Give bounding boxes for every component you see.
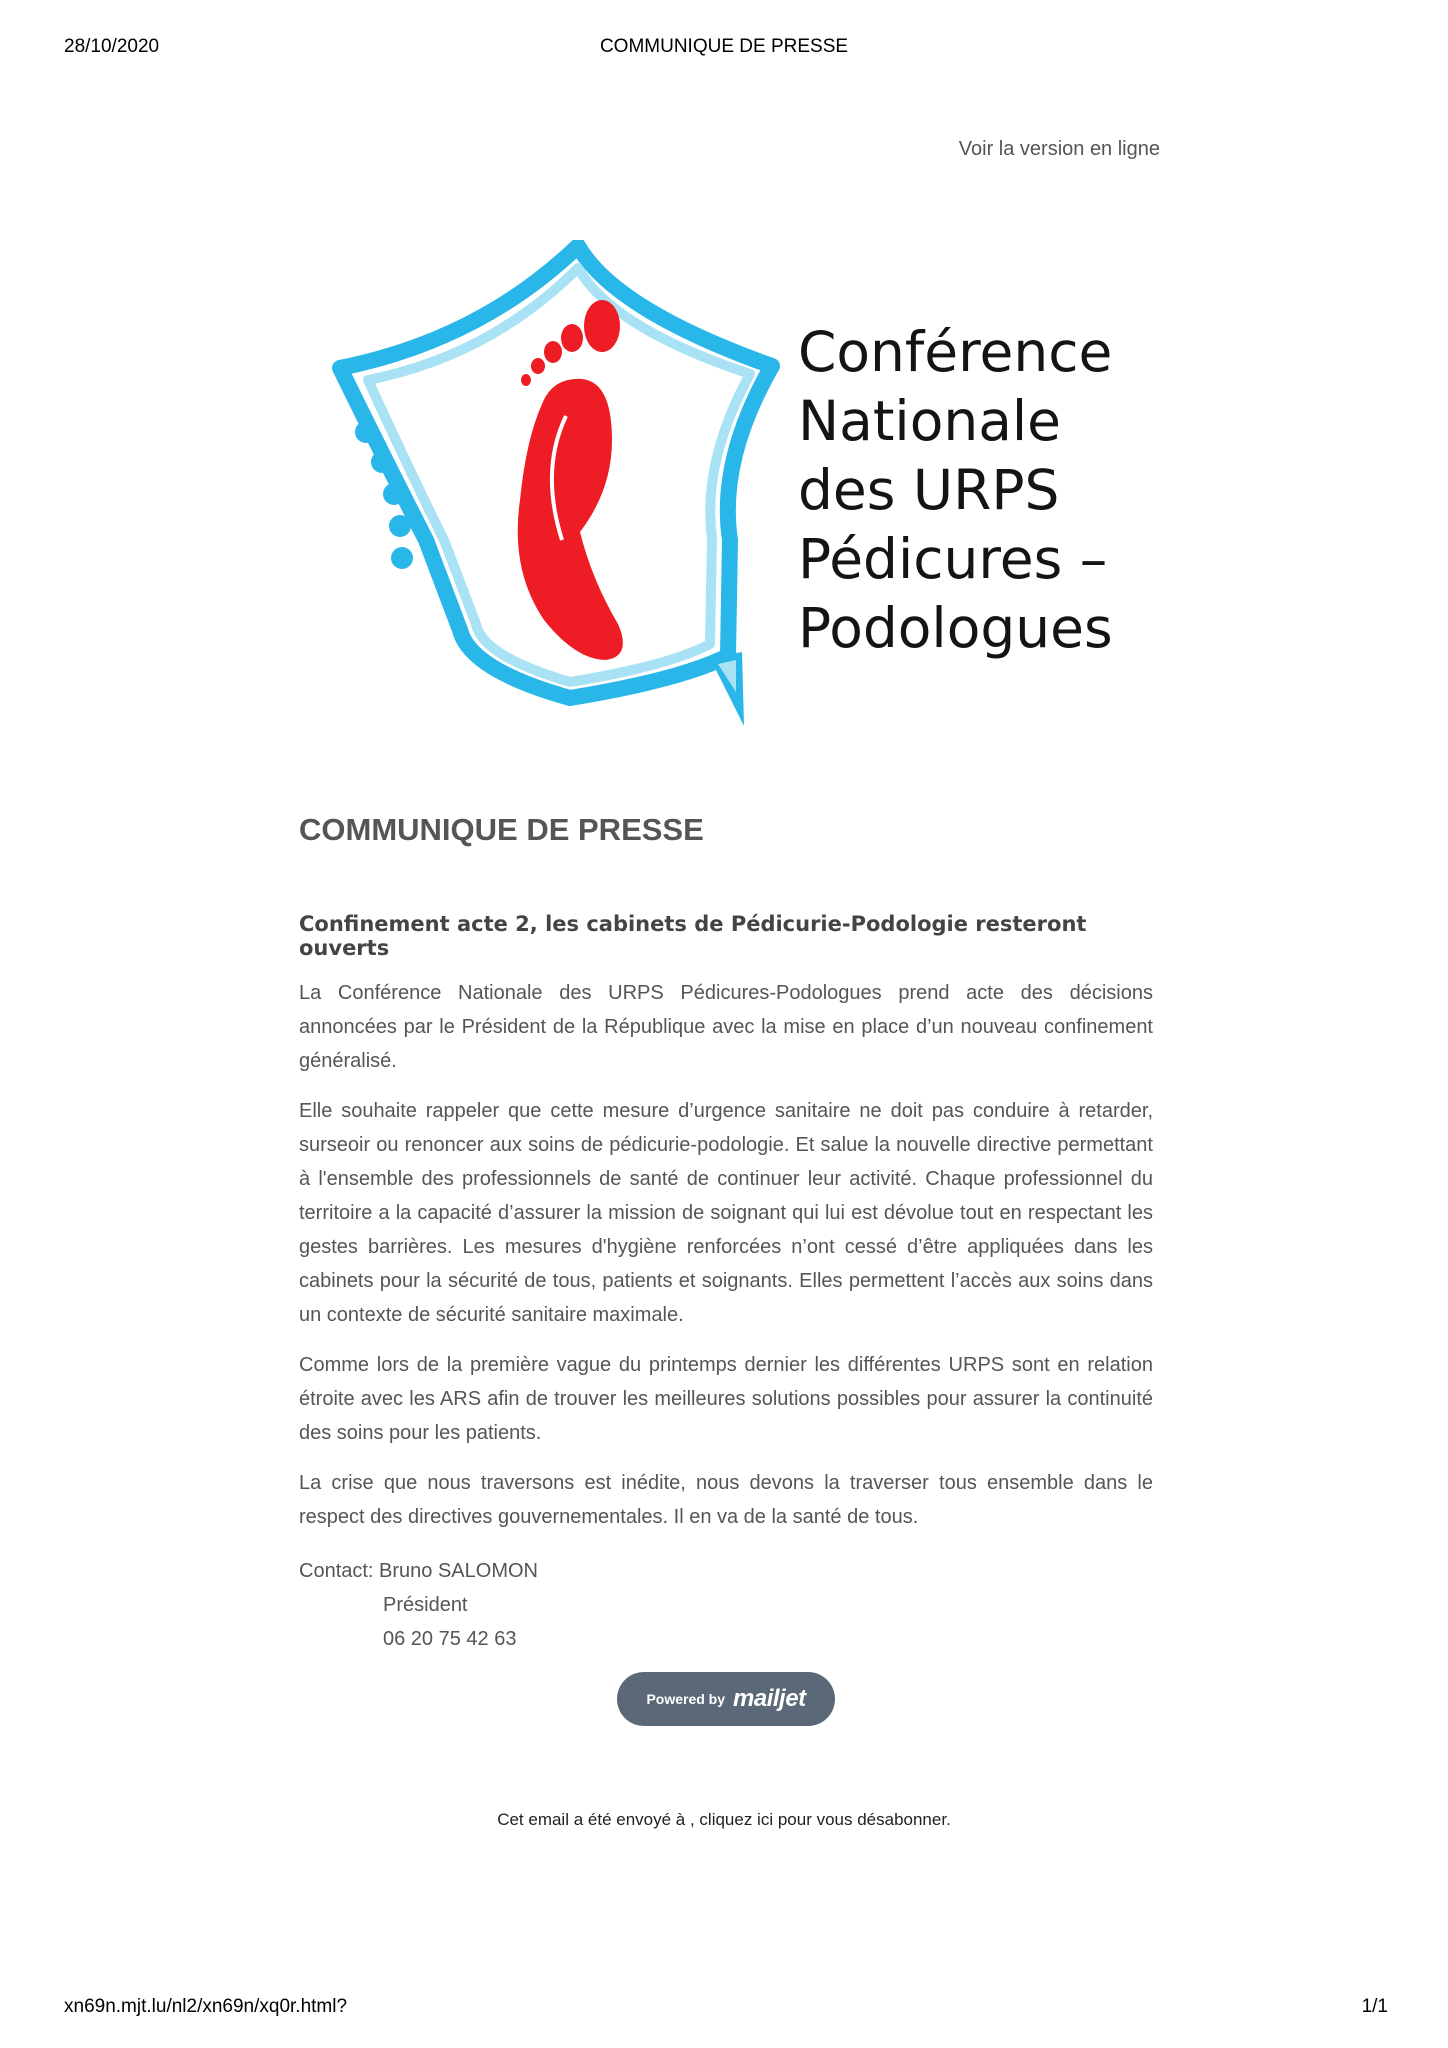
print-date: 28/10/2020 <box>64 36 160 57</box>
paragraph: Comme lors de la première vague du printemps dernier les différentes URPS sont en relation étroite avec les ARS afin de trouver les meilleures solutions possibles pour assurer la continuité des soins pour les patients. <box>299 1354 1153 1444</box>
logo-line: Nationale <box>798 389 1062 453</box>
print-title: COMMUNIQUE DE PRESSE <box>599 36 849 57</box>
paragraph: Elle souhaite rappeler que cette mesure d’urgence sanitaire ne doit pas conduire à retarder, surseoir ou renoncer aux soins de pédicurie-podologie. Et salue la nouvelle directive permettant à l'ensemble des professionnels de santé de continuer leur activité. Chaque professionnel du territoire a la capacité d’assurer la mission de soignant qui lui est dévolue tout en respectant les gestes barrières. Les mesures d'hygiène renforcées n’ont cessé d’être appliquées dans les cabinets pour la sécurité de tous, patients et soignants. Elles permettent l’accès aux soins dans un contexte de sécurité sanitaire maximale. <box>299 1100 1153 1326</box>
print-url: xn69n.mjt.lu/nl2/xn69n/xq0r.html? <box>64 1996 348 2017</box>
subheading: Confinement acte 2, les cabinets de Pédicurie-Podologie resteront ouverts <box>299 912 1087 960</box>
page-title: COMMUNIQUE DE PRESSE <box>299 812 704 847</box>
powered-by-mailjet-badge[interactable] <box>617 1672 835 1726</box>
badge-prefix: Powered by <box>646 1691 726 1707</box>
contact-name: Contact: Bruno SALOMON <box>299 1560 538 1582</box>
mailjet-logo-icon: mailjet <box>733 1685 806 1712</box>
unsubscribe-text[interactable]: Cet email a été envoyé à , cliquez ici pour vous désabonner. <box>497 1810 951 1829</box>
logo-line: des URPS <box>798 458 1060 522</box>
paragraph: La crise que nous traversons est inédite, nous devons la traverser tous ensemble dans le respect des directives gouvernementales. Il en va de la santé de tous. <box>299 1472 1153 1528</box>
logo-text <box>798 318 1113 663</box>
contact-phone: 06 20 75 42 63 <box>383 1628 517 1650</box>
press-release-body <box>299 976 1153 1550</box>
contact-role: Président <box>383 1594 468 1616</box>
logo-emblem-icon <box>330 240 800 740</box>
print-page-number: 1/1 <box>1361 1996 1388 2017</box>
view-online-link[interactable]: Voir la version en ligne <box>958 138 1160 160</box>
contact-block <box>299 1554 1153 1656</box>
logo-line: Podologues <box>798 596 1113 660</box>
paragraph: La Conférence Nationale des URPS Pédicures-Podologues prend acte des décisions annoncées par le Président de la République avec la mise en place d’un nouveau confinement généralisé. <box>299 982 1153 1072</box>
logo <box>330 240 1120 740</box>
logo-line: Pédicures – <box>798 527 1108 591</box>
logo-line: Conférence <box>798 320 1113 384</box>
